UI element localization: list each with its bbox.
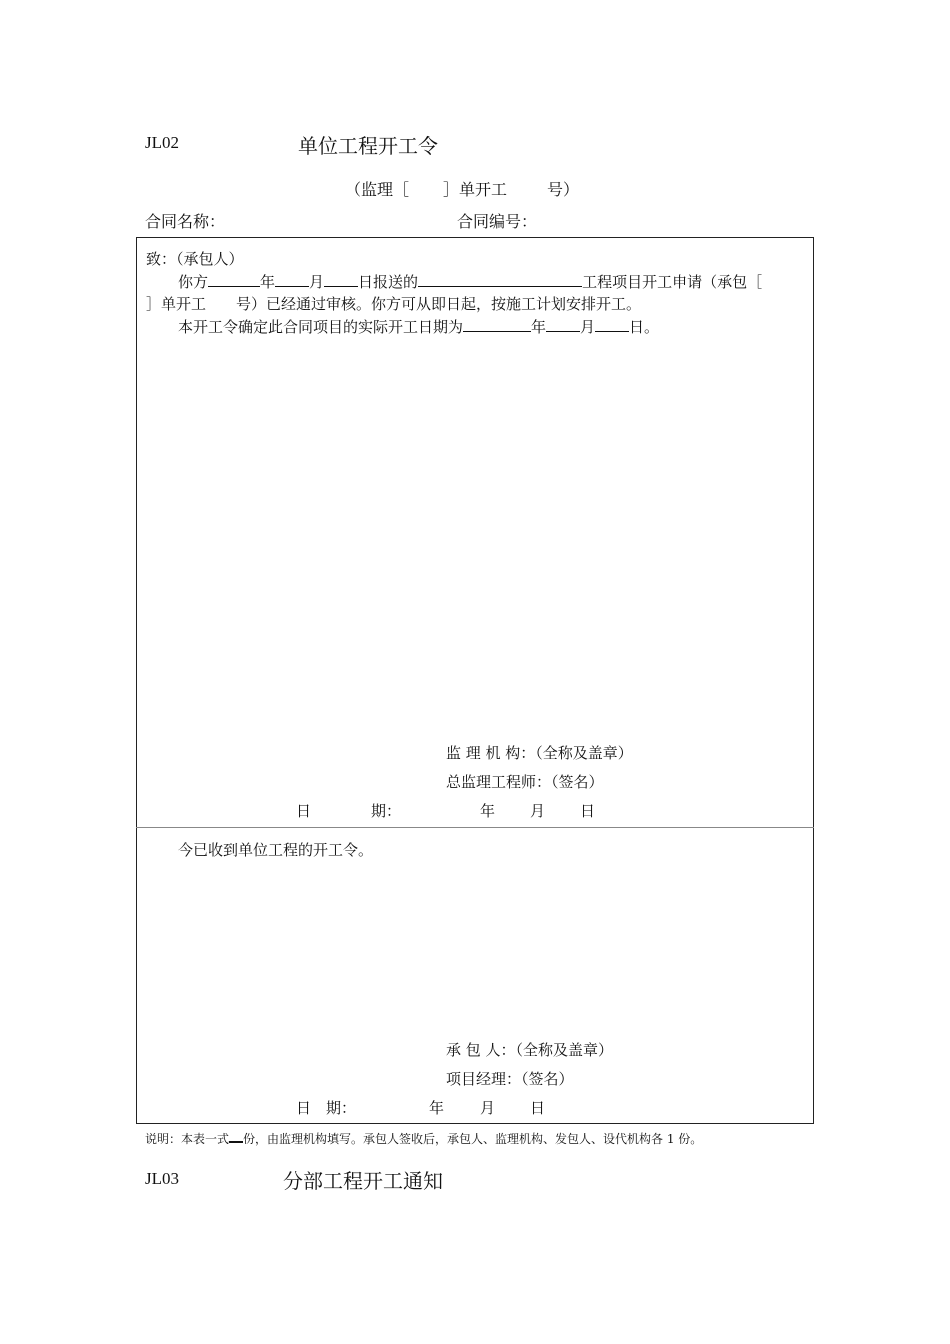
contractor-date-day: 日 — [530, 1099, 546, 1117]
subtitle-close: 号） — [547, 180, 580, 199]
p1-text-a: 你方 — [178, 273, 209, 291]
p1-year: 年 — [260, 273, 276, 291]
form-code: JL02 — [145, 133, 179, 152]
contract-name-label: 合同名称： — [145, 212, 226, 231]
supervisor-date-label: 日 期： — [296, 802, 402, 820]
contract-no-label: 合同编号： — [457, 212, 538, 231]
form2-title: 分部工程开工通知 — [283, 1169, 443, 1193]
p1-day-sent: 日报送的 — [358, 273, 419, 291]
p2-year: 年 — [531, 318, 547, 336]
p2-month: 月 — [580, 318, 596, 336]
note-text-b: 份，由监理机构填写。承包人签收后，承包人、监理机构、发包人、设代机构各 1 份。 — [243, 1132, 703, 1146]
supervisor-date-day: 日 — [580, 802, 596, 820]
form2-code: JL03 — [145, 1169, 179, 1188]
chief-engineer-signature: 总监理工程师：（签名） — [446, 773, 604, 791]
subtitle-open: （监理［ — [345, 180, 410, 199]
page-title: 单位工程开工令 — [298, 134, 438, 158]
document-number — [345, 177, 579, 200]
p1-text-b: 工程项目开工申请（承包［ — [582, 273, 763, 291]
contractor-date-year: 年 — [429, 1099, 445, 1117]
project-manager-signature: 项目经理：（签名） — [446, 1070, 574, 1088]
approval-paragraph — [146, 271, 806, 315]
form-note — [145, 1130, 702, 1147]
contractor-date-label: 日 期： — [296, 1099, 357, 1117]
p2-day: 日。 — [629, 318, 660, 336]
start-date-paragraph — [146, 316, 806, 338]
supervisor-org-signature: 监 理 机 构：（全称及盖章） — [446, 744, 633, 762]
p1-text-d: 号）已经通过审核。你方可从即日起，按施工计划安排开工。 — [236, 295, 642, 313]
p1-month: 月 — [309, 273, 325, 291]
supervisor-date-month: 月 — [530, 802, 546, 820]
p2-text-a: 本开工令确定此合同项目的实际开工日期为 — [178, 318, 464, 336]
note-text-a: 说明：本表一式 — [145, 1132, 230, 1146]
form-frame — [136, 237, 814, 1124]
to-contractor-label: 致：（承包人） — [146, 250, 244, 268]
supervisor-date-year: 年 — [480, 802, 496, 820]
form-divider — [136, 827, 814, 828]
contractor-signature: 承 包 人：（全称及盖章） — [446, 1041, 614, 1059]
receipt-statement: 今已收到单位工程的开工令。 — [178, 841, 374, 859]
contractor-date-month: 月 — [480, 1099, 496, 1117]
p1-text-c: ］单开工 — [146, 295, 207, 313]
subtitle-mid: ］单开工 — [443, 180, 508, 199]
